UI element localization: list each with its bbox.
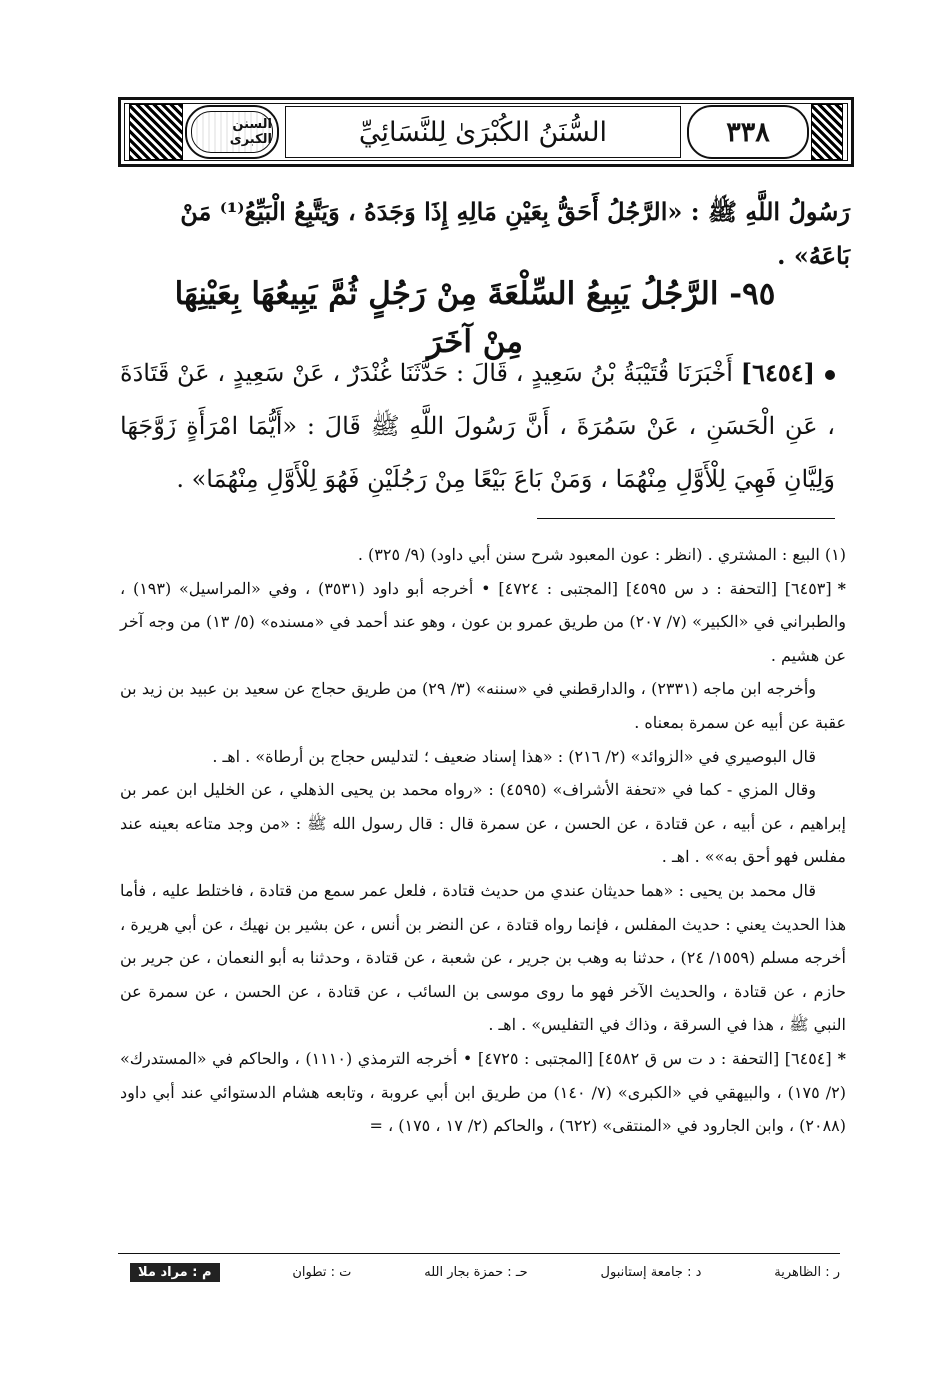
hadith-text: أَخْبَرَنَا قُتَيْبَةُ بْنُ سَعِيدٍ ، قَالَ : حَدَّثَنَا غُنْدَرٌ ، عَنْ سَعِيدٍ ، عَنْ قَتَادَةَ ، عَنِ الْحَسَنِ ، عَنْ سَمُرَةَ ، أَنَّ رَسُولَ اللَّهِ ﷺ قَالَ : «أَيُّمَا امْرَأَةٍ زَوَّجَهَا وَلِيَّانِ فَهِيَ لِلْأَوَّلِ مِنْهُمَا ، وَمَنْ بَاعَ بَيْعًا مِنْ رَجُلَيْنِ فَهُوَ لِلْأَوَّلِ مِنْهُمَا» . xyxy=(120,359,835,493)
hadith-paragraph xyxy=(120,346,835,506)
chapter-heading: ٩٥- الرَّجُلُ يَبِيعُ السِّلْعَةَ مِنْ رَجُلٍ ثُمَّ يَبِيعُهَا بِعَيْنِهَا مِنْ آخَرَ xyxy=(174,276,776,360)
page-number: ٣٣٨ xyxy=(687,105,809,159)
hadith-number: [٦٤٥٤] xyxy=(740,358,815,387)
commentary-paragraph: وقال المزي - كما في «تحفة الأشراف» (٤٥٩٥) : «رواه محمد بن يحيى الذهلي ، عن الخليل ابن عمر بن إبراهيم ، عن أبيه ، عن قتادة ، عن الحسن ، عن سمرة قال : قال رسول الله ﷺ : «من وجد متاعه بعينه عند مفلس فهو أحق به»» . اهـ . xyxy=(120,780,846,867)
footnote-divider xyxy=(537,518,835,519)
page-header xyxy=(118,97,854,167)
asterisk-marker: * xyxy=(837,578,846,598)
opening-line: رَسُولُ اللَّهِ ﷺ : «الرَّجُلُ أَحَقُّ بِعَيْنِ مَالِهِ إِذَا وَجَدَهُ ، وَيَتَّبِعُ الْبَيِّعُ⁽¹⁾ مَنْ بَاعَهُ» . xyxy=(180,197,850,270)
asterisk-marker: * xyxy=(837,1048,846,1068)
commentary-6453 xyxy=(120,572,846,673)
siglum: ت : تطوان xyxy=(292,1264,352,1280)
footnote-1: (١) البيع : المشتري . (انظر : عون المعبود شرح سنن أبي داود) (٩/ ٣٢٥) . xyxy=(357,545,846,564)
ornament-left-icon xyxy=(129,104,183,160)
manuscript-sigla xyxy=(130,1259,840,1285)
ornament-right-icon xyxy=(811,104,843,160)
book-emblem-text: السنن الكبرى xyxy=(191,111,273,153)
book-emblem xyxy=(185,105,279,159)
commentary-text: [٦٤٥٣] [التحفة : د س ٤٥٩٥] [المجتبى : ٤٧٢٤] • أخرجه أبو داود (٣٥٣١) ، وفي «المراسيل» (١٩٣) ، والطبراني في «الكبير» (٧/ ٢٠٧) من طريق عمرو بن عون ، وهو عند أحمد في «مسنده» (٥/ ١٣) من وجه آخر عن هشيم . xyxy=(120,578,847,665)
footnotes xyxy=(120,538,846,1143)
commentary-paragraph: قال البوصيري في «الزوائد» (٢/ ٢١٦) : «هذا إسناد ضعيف ؛ لتدليس حجاج بن أرطاة» . اهـ . xyxy=(212,746,816,766)
commentary-6454 xyxy=(120,1042,846,1143)
commentary-paragraph: قال محمد بن يحيى : «هما حديثان عندي من حديث قتادة ، فلعل عمر سمع من قتادة ، فاختلط عليه ، فأما هذا الحديث يعني : حديث المفلس ، فإنما رواه قتادة ، عن النضر بن أنس ، عن بشير بن نهيك ، عن أبي هريرة ، أخرجه مسلم (١٥٥٩/ ٢٤) ، حدثنا به وهب بن جرير ، عن شعبة ، عن قتادة ، وحدثنا به أبو النعمان ، عن جرير بن حازم ، عن قتادة ، والحديث الآخر فهو ما روى موسى بن السائب ، عن قتادة ، عن الحسن ، عن سمرة عن النبي ﷺ ، هذا في السرقة ، وذاك في التفليس» . اهـ . xyxy=(120,880,846,1035)
siglum: م : مراد ملا xyxy=(130,1263,220,1282)
running-title: السُّنَنُ الكُبْرَىٰ لِلنَّسَائِيِّ xyxy=(285,106,681,158)
siglum: ر : الظاهرية xyxy=(774,1264,840,1280)
siglum: حـ : حمزة بجار الله xyxy=(424,1264,528,1280)
bottom-divider xyxy=(118,1253,840,1254)
bullet-icon xyxy=(825,370,835,380)
commentary-text: [٦٤٥٤] [التحفة : د ت س ق ٤٥٨٢] [المجتبى : ٤٧٢٥] • أخرجه الترمذي (١١١٠) ، والحاكم في «المستدرك» (٢/ ١٧٥) ، والبيهقي في «الكبرى» (٧/ ١٤٠) من طريق ابن أبي عروبة ، وتابعه هشام الدستوائي عند أبي داود (٢٠٨٨) ، وابن الجارود في «المنتقى» (٦٢٢) ، والحاكم (٢/ ١٧ ، ١٧٥) ، = xyxy=(120,1048,847,1136)
siglum: د : جامعة إستانبول xyxy=(600,1264,702,1280)
commentary-paragraph: وأخرجه ابن ماجه (٢٣٣١) ، والدارقطني في «سننه» (٣/ ٢٩) من طريق حجاج عن سعيد بن عبيد بن زيد بن عقبة عن أبيه عن سمرة بمعناه . xyxy=(120,679,846,732)
